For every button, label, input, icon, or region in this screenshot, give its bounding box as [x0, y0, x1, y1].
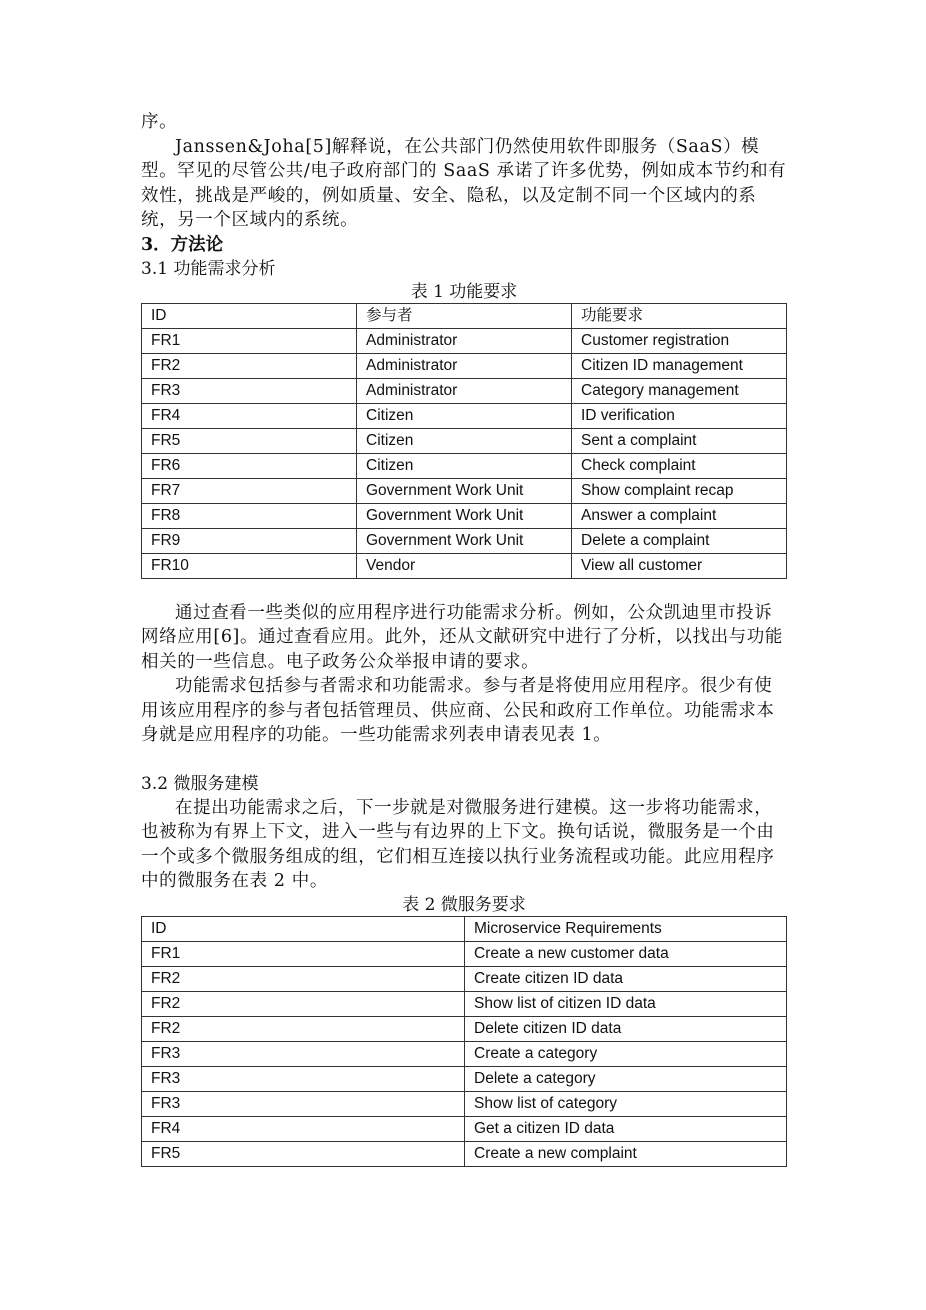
table-cell: FR3 — [142, 1091, 465, 1116]
table-cell: FR1 — [142, 941, 465, 966]
table1-caption: 表 1 功能要求 — [410, 281, 518, 302]
table-cell: Show list of citizen ID data — [465, 991, 787, 1016]
table-cell: FR2 — [142, 353, 357, 378]
table-cell: Citizen — [357, 403, 572, 428]
table-cell: Administrator — [357, 328, 572, 353]
table-row — [142, 503, 787, 528]
table-header-row — [142, 303, 787, 328]
table-row — [142, 528, 787, 553]
table-row — [142, 403, 787, 428]
subsection-heading-microservice-modeling: 3.2 微服务建模 — [141, 773, 259, 794]
table-cell: Category management — [572, 378, 787, 403]
subsection-heading-functional-requirements: 3.1 功能需求分析 — [141, 258, 276, 279]
table-row — [142, 941, 787, 966]
table-cell: Administrator — [357, 378, 572, 403]
paragraph-microservices: 在提出功能需求之后，下一步就是对微服务进行建模。这一步将功能需求，也被称为有界上下文，进入一些与有边界的上下文。换句话说，微服务是一个由一个或多个微服务组成的组，它们相互连接以执行业务流程或功能。此应用程序中的微服务在表 2 中。 — [141, 797, 775, 891]
table-cell: Government Work Unit — [357, 528, 572, 553]
table-cell: FR3 — [142, 1066, 465, 1091]
table-cell: FR5 — [142, 1141, 465, 1166]
table-cell: Show complaint recap — [572, 478, 787, 503]
table-cell: Sent a complaint — [572, 428, 787, 453]
table-cell: Government Work Unit — [357, 503, 572, 528]
table-cell: Get a citizen ID data — [465, 1116, 787, 1141]
table-row — [142, 1091, 787, 1116]
table-cell: Answer a complaint — [572, 503, 787, 528]
paragraph-analysis: 通过查看一些类似的应用程序进行功能需求分析。例如，公众凯迪里市投诉网络应用[6]。通过查看应用。此外，还从文献研究中进行了分析，以找出与功能相关的一些信息。电子政务公众举报申请的要求。 — [141, 602, 783, 672]
table-row — [142, 553, 787, 578]
table-cell: FR2 — [142, 966, 465, 991]
table-cell: Citizen — [357, 428, 572, 453]
table-header-cell: ID — [142, 303, 357, 328]
table-cell: FR5 — [142, 428, 357, 453]
table-cell: Administrator — [357, 353, 572, 378]
table-row — [142, 478, 787, 503]
table-header-cell: ID — [142, 916, 465, 941]
paragraph-saas: Janssen&Joha[5]解释说，在公共部门仍然使用软件即服务（SaaS）模型。罕见的尽管公共/电子政府部门的 SaaS 承诺了许多优势，例如成本节约和有效性，挑战是严峻的，例如质量、安全、隐私，以及定制不同一个区域内的系统，另一个区域内的系统。 — [141, 136, 787, 230]
table-row — [142, 428, 787, 453]
table-row — [142, 1141, 787, 1166]
microservice-requirements-table — [141, 916, 787, 1167]
table-cell: FR1 — [142, 328, 357, 353]
table-cell: Vendor — [357, 553, 572, 578]
table-cell: Delete a category — [465, 1066, 787, 1091]
table-cell: Show list of category — [465, 1091, 787, 1116]
table-cell: FR3 — [142, 378, 357, 403]
table-cell: FR4 — [142, 1116, 465, 1141]
table2-caption: 表 2 微服务要求 — [402, 894, 526, 915]
table-cell: Government Work Unit — [357, 478, 572, 503]
table-row — [142, 966, 787, 991]
table-cell: FR3 — [142, 1041, 465, 1066]
table-row — [142, 378, 787, 403]
table-cell: Create a new customer data — [465, 941, 787, 966]
table-cell: Create a category — [465, 1041, 787, 1066]
table-cell: ID verification — [572, 403, 787, 428]
table-cell: FR10 — [142, 553, 357, 578]
table-cell: FR2 — [142, 991, 465, 1016]
table-row — [142, 353, 787, 378]
table-header-cell: 功能要求 — [572, 303, 787, 328]
table-header-row — [142, 916, 787, 941]
table-row — [142, 1016, 787, 1041]
table-cell: View all customer — [572, 553, 787, 578]
table-cell: FR4 — [142, 403, 357, 428]
table-row — [142, 1116, 787, 1141]
section-heading-methodology: 3．方法论 — [141, 234, 224, 255]
table-header-cell: 参与者 — [357, 303, 572, 328]
table-cell: Check complaint — [572, 453, 787, 478]
table-cell: Citizen — [357, 453, 572, 478]
table-cell: Create citizen ID data — [465, 966, 787, 991]
functional-requirements-table — [141, 303, 787, 579]
paragraph-actors: 功能需求包括参与者需求和功能需求。参与者是将使用应用程序。很少有使用该应用程序的参与者包括管理员、供应商、公民和政府工作单位。功能需求本身就是应用程序的功能。一些功能需求列表申请表见表 1。 — [141, 676, 775, 745]
table-cell: Delete citizen ID data — [465, 1016, 787, 1041]
table-row — [142, 1066, 787, 1091]
table-row — [142, 1041, 787, 1066]
table-cell: Delete a complaint — [572, 528, 787, 553]
table-cell: Customer registration — [572, 328, 787, 353]
table-row — [142, 453, 787, 478]
paragraph-continuation: 序。 — [141, 112, 178, 132]
table-cell: FR2 — [142, 1016, 465, 1041]
table-row — [142, 991, 787, 1016]
document-page — [141, 110, 787, 1167]
table-cell: FR9 — [142, 528, 357, 553]
table-cell: Citizen ID management — [572, 353, 787, 378]
table-cell: FR8 — [142, 503, 357, 528]
table-cell: FR6 — [142, 453, 357, 478]
table-cell: Create a new complaint — [465, 1141, 787, 1166]
table-header-cell: Microservice Requirements — [465, 916, 787, 941]
table-cell: FR7 — [142, 478, 357, 503]
table-row — [142, 328, 787, 353]
